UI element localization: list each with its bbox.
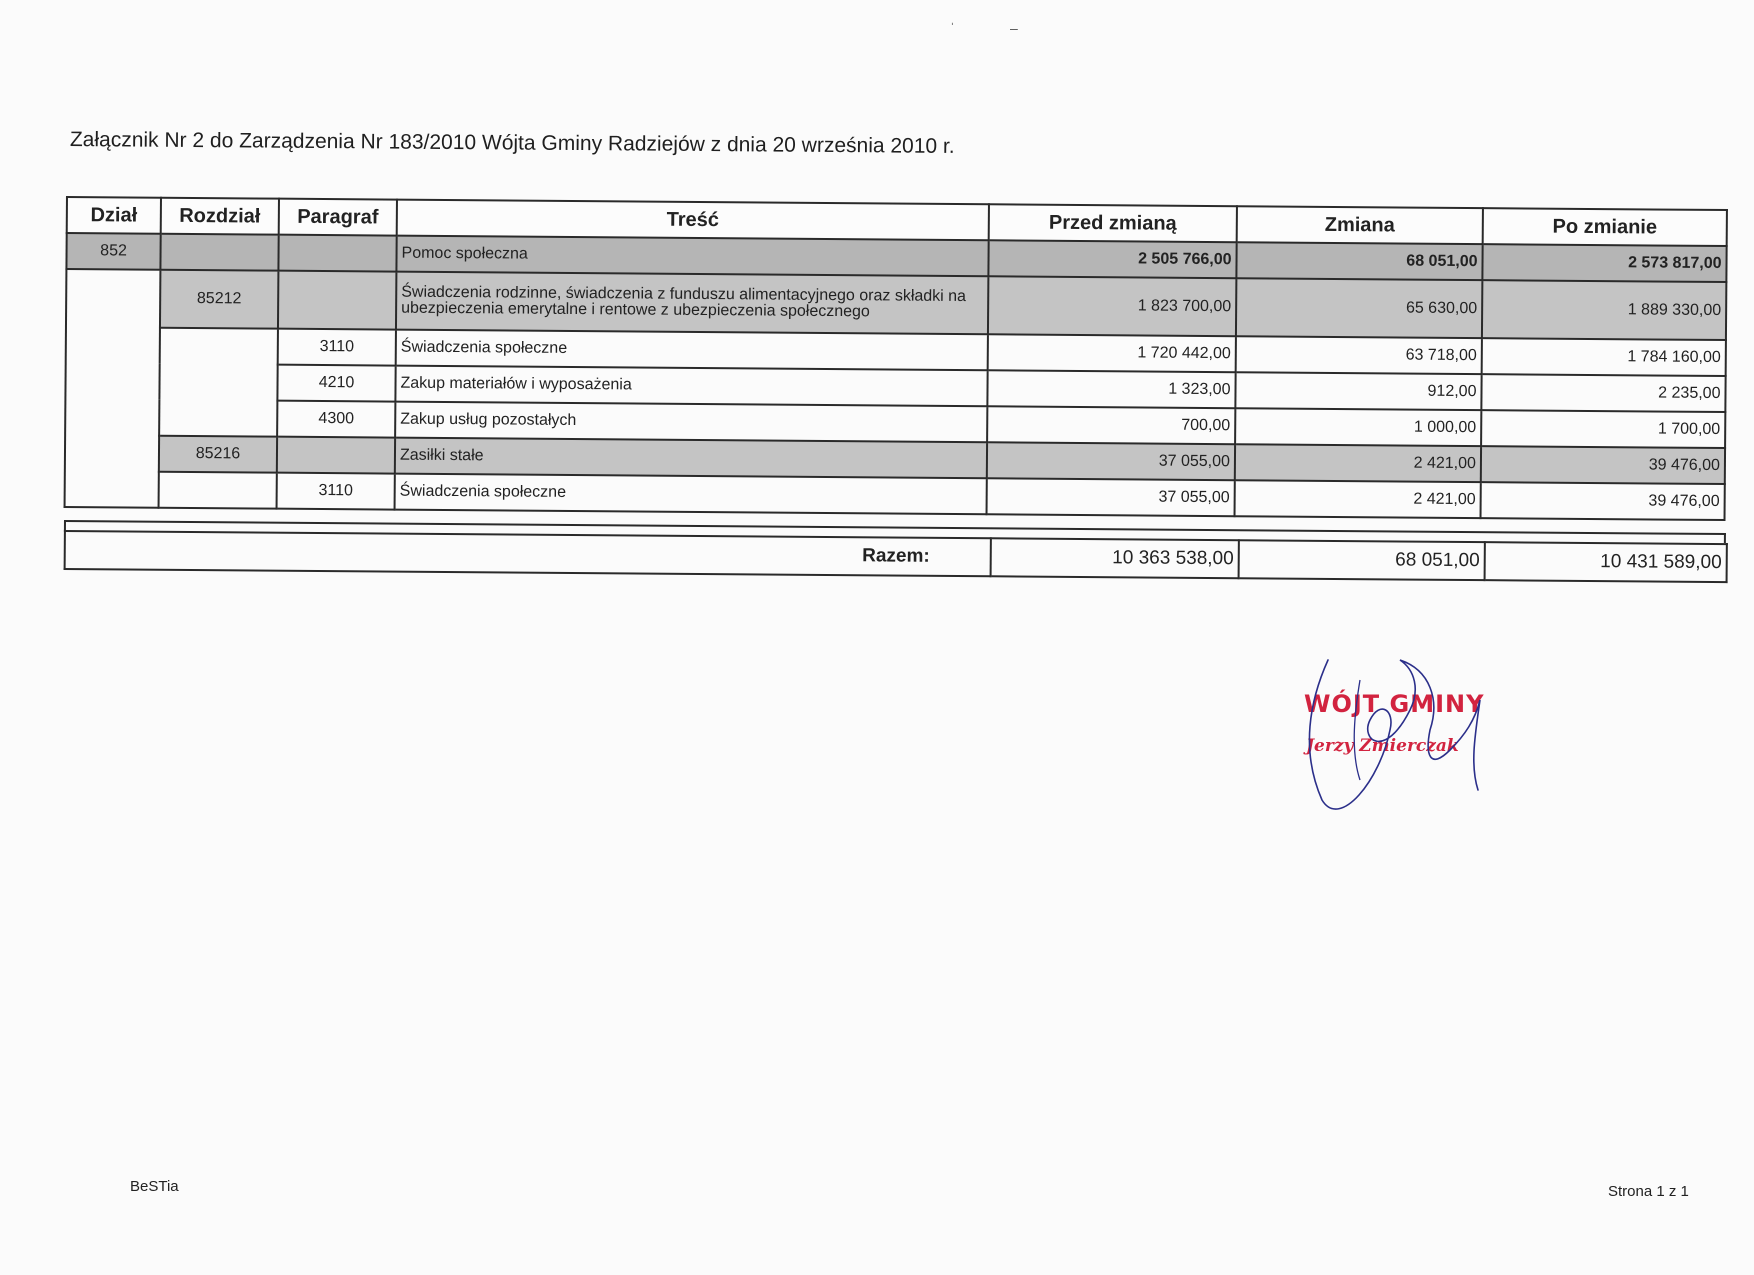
cell-zmiana: 1 000,00 xyxy=(1235,408,1481,446)
cell-przed-zmiana: 700,00 xyxy=(987,406,1235,444)
header-paragraf: Paragraf xyxy=(279,199,397,236)
header-zmiana: Zmiana xyxy=(1237,206,1483,244)
cell-przed-zmiana: 2 505 766,00 xyxy=(988,240,1236,278)
budget-table-wrapper xyxy=(64,196,1726,521)
cell-przed-zmiana: 37 055,00 xyxy=(987,442,1235,480)
header-po-zmianie: Po zmianie xyxy=(1483,208,1727,246)
cell-przed-zmiana: 1 823 700,00 xyxy=(988,276,1236,336)
footer-page-number: Strona 1 z 1 xyxy=(1608,1183,1689,1200)
scan-artifact: ˈ xyxy=(950,20,955,36)
total-zmiana: 68 051,00 xyxy=(1239,540,1485,580)
cell-zmiana: 68 051,00 xyxy=(1236,242,1482,280)
cell-po-zmianie: 1 889 330,00 xyxy=(1482,280,1726,340)
cell-paragraf xyxy=(277,437,395,474)
cell-paragraf: 3110 xyxy=(277,473,395,510)
cell-tresc: Zakup usług pozostałych xyxy=(395,402,987,443)
cell-przed-zmiana: 1 323,00 xyxy=(987,370,1235,408)
header-dzial: Dział xyxy=(67,197,161,234)
cell-rozdzial-span xyxy=(159,328,278,437)
cell-paragraf xyxy=(278,271,396,330)
stamp-name: Jerzy Zmierczak xyxy=(1306,736,1459,756)
cell-rozdzial xyxy=(160,234,278,271)
total-po-zmianie: 10 431 589,00 xyxy=(1485,542,1727,582)
cell-po-zmianie: 39 476,00 xyxy=(1481,446,1725,484)
header-przed-zmiana: Przed zmianą xyxy=(989,204,1237,242)
cell-tresc: Zasiłki stałe xyxy=(395,438,987,479)
cell-zmiana: 65 630,00 xyxy=(1236,278,1482,338)
cell-zmiana: 912,00 xyxy=(1235,372,1481,410)
cell-rozdzial xyxy=(159,472,277,509)
cell-dzial-span xyxy=(65,269,161,508)
cell-zmiana: 2 421,00 xyxy=(1235,480,1481,518)
cell-po-zmianie: 2 235,00 xyxy=(1481,374,1725,412)
cell-po-zmianie: 1 700,00 xyxy=(1481,410,1725,448)
cell-tresc: Świadczenia rodzinne, świadczenia z funduszu alimentacyjnego oraz składki na ubezpieczenia emerytalne i rentowe z ubezpieczenia społecznego xyxy=(396,272,988,335)
document-title: Załącznik Nr 2 do Zarządzenia Nr 183/2010 Wójta Gminy Radziejów z dnia 20 września 2010 r. xyxy=(69,128,955,158)
header-tresc: Treść xyxy=(397,200,989,241)
cell-przed-zmiana: 1 720 442,00 xyxy=(988,334,1236,372)
cell-tresc: Pomoc społeczna xyxy=(396,236,988,277)
cell-rozdzial: 85212 xyxy=(160,270,278,329)
cell-paragraf: 4300 xyxy=(277,401,395,438)
total-przed-zmiana: 10 363 538,00 xyxy=(991,538,1239,578)
cell-dzial: 852 xyxy=(66,233,160,270)
cell-rozdzial: 85216 xyxy=(159,436,277,473)
cell-zmiana: 2 421,00 xyxy=(1235,444,1481,482)
cell-paragraf xyxy=(278,235,396,272)
cell-po-zmianie: 39 476,00 xyxy=(1481,482,1725,520)
budget-table xyxy=(64,196,1728,521)
cell-paragraf: 4210 xyxy=(277,365,395,402)
official-stamp xyxy=(1296,680,1496,820)
cell-tresc: Świadczenia społeczne xyxy=(396,330,988,371)
total-section xyxy=(64,520,1726,583)
cell-po-zmianie: 1 784 160,00 xyxy=(1482,338,1726,376)
scan-artifact: – xyxy=(1010,20,1018,36)
cell-zmiana: 63 718,00 xyxy=(1236,336,1482,374)
cell-po-zmianie: 2 573 817,00 xyxy=(1482,244,1726,282)
cell-tresc: Świadczenia społeczne xyxy=(395,474,987,515)
cell-przed-zmiana: 37 055,00 xyxy=(987,478,1235,516)
footer-software: BeSTia xyxy=(130,1178,179,1195)
total-label: Razem: xyxy=(65,531,991,576)
cell-tresc: Zakup materiałów i wyposażenia xyxy=(395,366,987,407)
cell-paragraf: 3110 xyxy=(278,329,396,366)
stamp-title: WÓJT GMINY xyxy=(1304,690,1485,718)
header-rozdzial: Rozdział xyxy=(161,198,279,235)
